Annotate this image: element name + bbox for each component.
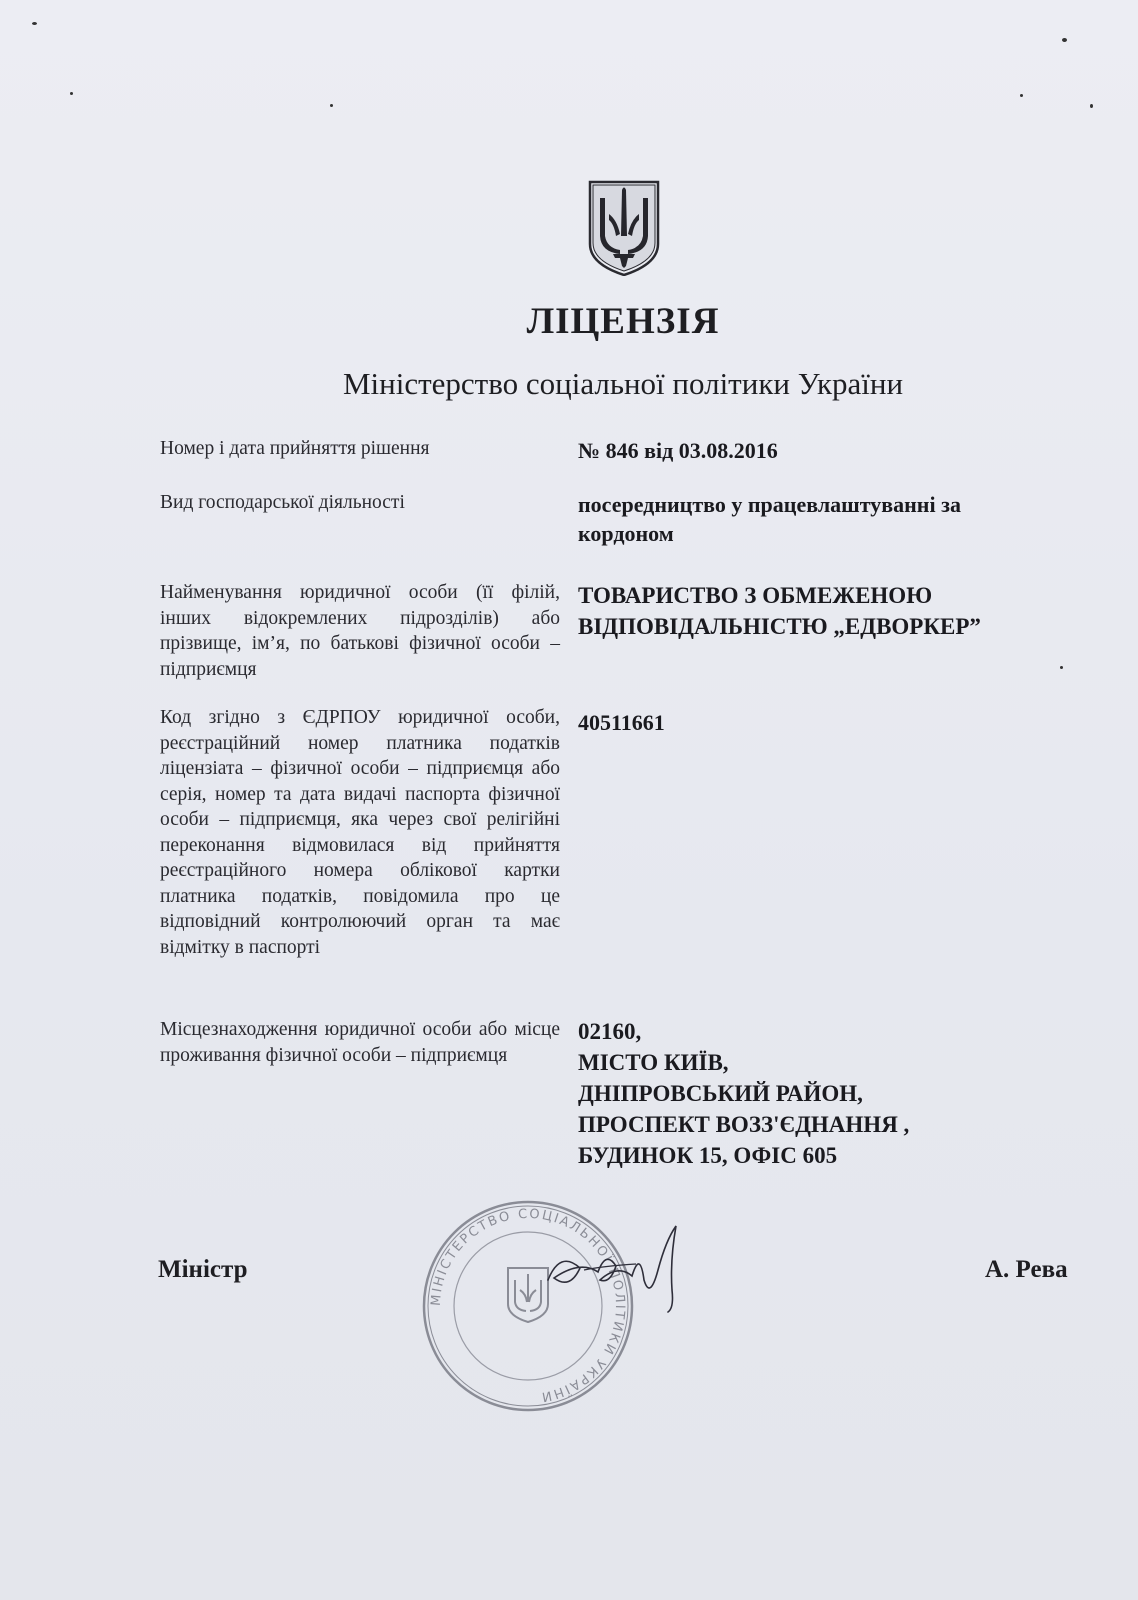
signer-role: Міністр — [158, 1256, 248, 1283]
scan-speck — [330, 104, 333, 107]
scan-speck — [1020, 94, 1023, 97]
location-value — [578, 1016, 1048, 1171]
location-label: Місцезнаходження юридичної особи або місце проживання фізичної особи – підприємця — [160, 1019, 560, 1066]
address-line: 02160, — [578, 1019, 642, 1044]
scan-speck — [32, 22, 37, 25]
scan-speck — [1090, 104, 1093, 108]
document-title: ЛІЦЕНЗІЯ — [526, 301, 720, 342]
activity-type-label: Вид господарської діяльності — [160, 492, 405, 513]
edrpou-code-label: Код згідно з ЄДРПОУ юридичної особи, реєстраційний номер платника податків ліцензіата – фізичної особи – підприємця або серія, номер та дата видачі паспорта фізичної особи – підприємця, яка через свої релігійні переконання відмовилася від прийняття реєстраційного номера облікової картки платника податків, повідомила про це відповідний контролюючий орган та має відмітку в паспорті — [160, 707, 560, 958]
entity-name-value: ТОВАРИСТВО З ОБМЕЖЕНОЮ ВІДПОВІДАЛЬНІСТЮ „ЕДВОРКЕР” — [578, 583, 981, 639]
scan-speck — [70, 92, 73, 95]
trident-emblem-icon — [587, 180, 661, 276]
signer-name: А. Рева — [985, 1256, 1068, 1283]
address-line: ПРОСПЕКТ ВОЗЗ'ЄДНАННЯ , — [578, 1112, 910, 1137]
decision-number-label: Номер і дата прийняття рішення — [160, 438, 430, 459]
activity-type-value: посередництво у працевлаштуванні за кордоном — [578, 492, 961, 546]
seal-text: МІНІСТЕРСТВО СОЦІАЛЬНОЇ ПОЛІТИКИ УКРАЇНИ — [428, 1206, 628, 1405]
address-line: ДНІПРОВСЬКИЙ РАЙОН, — [578, 1081, 863, 1106]
address-line: МІСТО КИЇВ, — [578, 1050, 729, 1075]
scan-speck — [1062, 38, 1067, 42]
decision-number-value: № 846 від 03.08.2016 — [578, 438, 778, 463]
entity-name-label: Найменування юридичної особи (її філій, інших відокремлених підрозділів) або прізвище, ім’я, по батькові фізичної особи – підприємця — [160, 582, 560, 680]
edrpou-code-value: 40511661 — [578, 710, 665, 735]
scan-speck — [1060, 666, 1063, 669]
issuing-authority: Міністерство соціальної політики України — [342, 366, 904, 401]
handwritten-signature — [540, 1220, 710, 1315]
address-line: БУДИНОК 15, ОФІС 605 — [578, 1143, 838, 1168]
